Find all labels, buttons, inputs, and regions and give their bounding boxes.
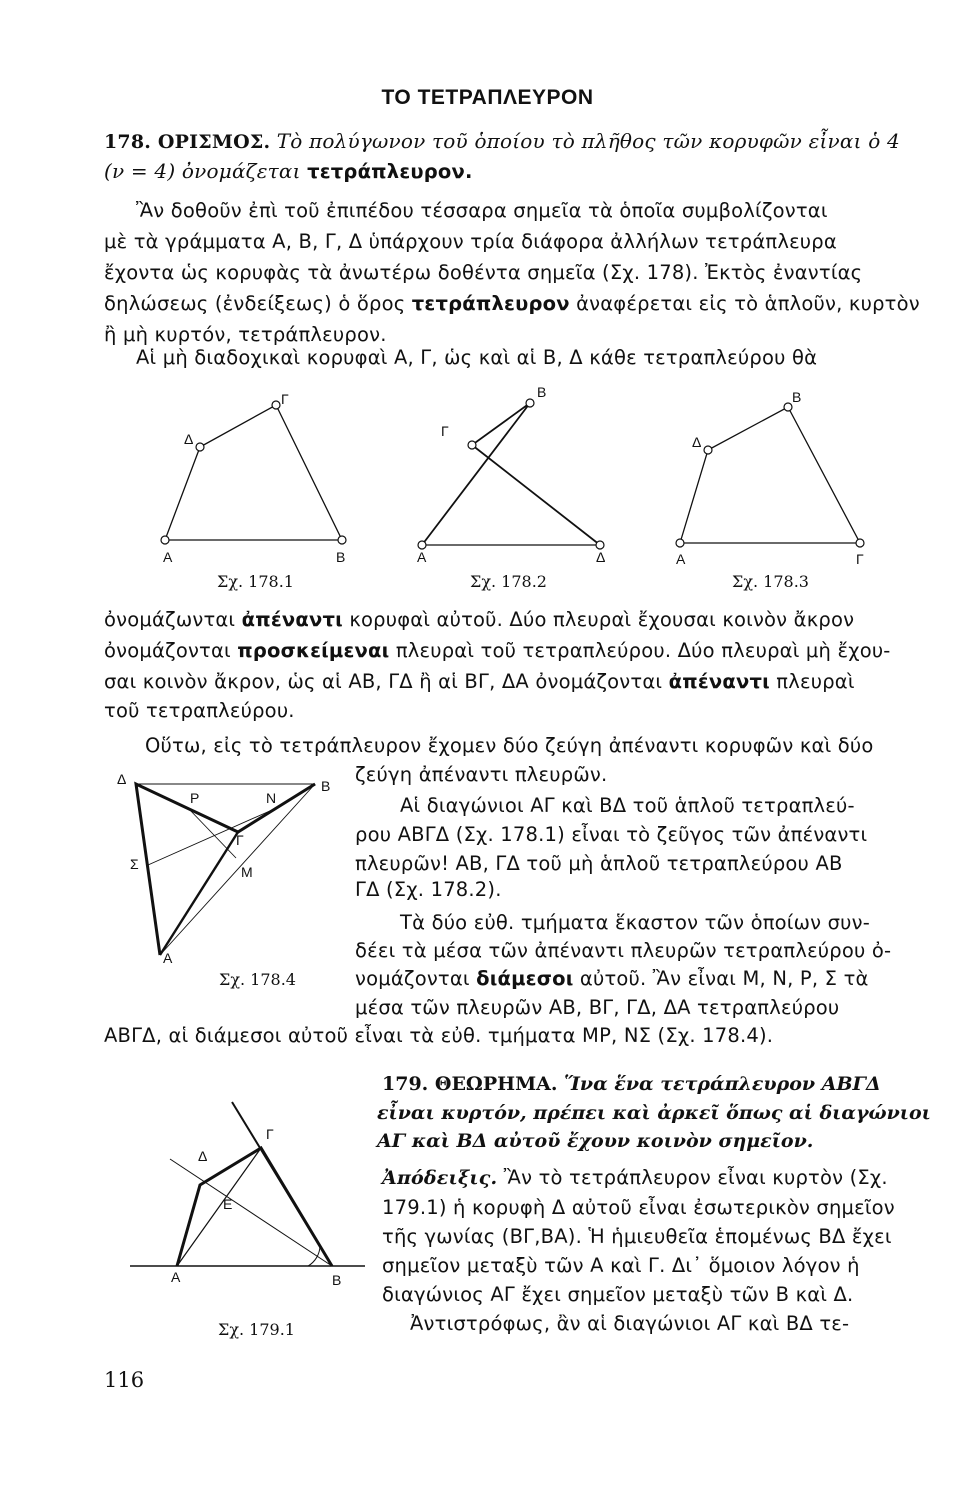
vertex-d: [704, 446, 712, 454]
quadrilateral-178-4-sides: [136, 784, 315, 955]
term-medians: διάμεσοι: [476, 967, 574, 990]
label-a: Α: [163, 950, 173, 966]
quadrilateral-178-1: [165, 405, 342, 540]
definition-text: Τὸ πολύγωνον τοῦ ὁποίου τὸ πλῆθος τῶν κορυφῶν εἶναι ὁ 4: [276, 129, 900, 153]
vertex-g: [468, 441, 476, 449]
para3-line-1: Οὕτω, εἰς τὸ τετράπλευρον ἔχομεν δύο ζεύγη ἀπέναντι κορυφῶν καὶ δύο: [145, 734, 874, 757]
proof-line-4: σημεῖον μεταξὺ τῶν Α καὶ Γ. Δι᾽ ὅμοιον λόγον ἡ: [382, 1254, 860, 1277]
diagonal-ag: [177, 1148, 261, 1266]
para1-line-6: Αἱ μὴ διαδοχικαὶ κορυφαὶ Α, Γ, ὡς καὶ αἱ Β, Δ κάθε τετραπλεύρου θὰ: [136, 346, 818, 369]
label-r: Ρ: [190, 790, 200, 806]
side-ab: [160, 832, 238, 955]
para2-line-4: τοῦ τετραπλεύρου.: [104, 699, 295, 722]
label-e: Ε: [223, 1196, 233, 1212]
label-d: Δ: [198, 1148, 208, 1164]
term-quadrilateral: τετράπλευρον.: [307, 160, 473, 183]
label-a: Α: [163, 549, 173, 565]
para5-line-2: δέει τὰ μέσα τῶν ἀπέναντι πλευρῶν τετραπλεύρου ὀ-: [355, 939, 892, 962]
vertex-a: [418, 541, 426, 549]
label-g: Γ: [266, 1126, 274, 1142]
label-g: Γ: [281, 391, 289, 407]
label-a: Α: [171, 1269, 181, 1285]
para4-line-3: πλευρῶν! ΑΒ, ΓΔ τοῦ μὴ ἁπλοῦ τετραπλεύρου ΑΒ: [355, 852, 843, 875]
definition-line-2: (ν = 4) ὀνομάζεται τετράπλευρον.: [104, 159, 473, 183]
label-a: Α: [676, 551, 686, 567]
angle-arc: [308, 1246, 320, 1266]
diagonal-ab: [160, 784, 315, 955]
label-b: Β: [321, 778, 331, 794]
para3-line-2: ζεύγη ἀπέναντι πλευρῶν.: [355, 763, 608, 786]
para5-line-3: νομάζονται διάμεσοι αὐτοῦ. Ἂν εἶναι Μ, Ν, Ρ, Σ τὰ: [355, 967, 869, 990]
label-d: Δ: [596, 549, 606, 565]
figure-178-4: [110, 770, 330, 970]
caption-178-2: Σχ. 178.2: [470, 572, 547, 591]
para1-line-1: Ἂν δοθοῦν ἐπὶ τοῦ ἐπιπέδου τέσσαρα σημεῖα τὰ ὁποῖα συμβολίζονται: [136, 199, 828, 222]
para2-line-1: ὀνομάζωνται ἀπέναντι κορυφαὶ αὐτοῦ. Δύο πλευραὶ ἔχουσαι κοινὸν ἄκρον: [104, 608, 855, 631]
vertex-b: [526, 399, 534, 407]
page-number: 116: [104, 1368, 145, 1392]
label-g: Γ: [856, 551, 864, 567]
para2-line-2: ὀνομάζονται προσκείμεναι πλευραὶ τοῦ τετραπλεύρου. Δύο πλευραὶ μὴ ἔχου-: [104, 639, 891, 662]
para2-line-3: σαι κοινὸν ἄκρον, ὡς αἱ ΑΒ, ΓΔ ἢ αἱ ΒΓ, ΔΑ ὀνομάζονται ἀπέναντι πλευραὶ: [104, 670, 855, 693]
para5-line-5: ΑΒΓΔ, αἱ διάμεσοι αὐτοῦ εἶναι τὰ εὐθ. τμήματα ΜΡ, ΝΣ (Σχ. 178.4).: [104, 1024, 774, 1047]
label-b: Β: [336, 549, 346, 565]
definition-line-1: [104, 126, 954, 157]
vertex-g: [272, 401, 280, 409]
vertex-d: [196, 443, 204, 451]
vertex-a: [161, 536, 169, 544]
para5-line-1: Τὰ δύο εὐθ. τμήματα ἕκαστον τῶν ὁποίων συν-: [400, 911, 870, 934]
label-d: Δ: [117, 771, 127, 787]
label-s: Σ: [130, 856, 139, 872]
figure-178-2: [418, 399, 604, 549]
vertex-b: [784, 403, 792, 411]
caption-179-1: Σχ. 179.1: [218, 1320, 295, 1339]
para1-line-2: μὲ τὰ γράμματα Α, Β, Γ, Δ ὑπάρχουν τρία διάφορα ἀλλήλων τετράπλευρα: [104, 230, 837, 253]
theorem-line-3: ΑΓ καὶ ΒΔ αὐτοῦ ἔχουν κοινὸν σημεῖον.: [377, 1130, 814, 1152]
proof-line-6: Ἀντιστρόφως, ἂν αἱ διαγώνιοι ΑΓ καὶ ΒΔ τε-: [410, 1312, 850, 1335]
vertex-a: [676, 539, 684, 547]
para1-line-3: ἔχοντα ὡς κορυφὰς τὰ ἀνωτέρω δοθέντα σημεῖα (Σχ. 178). Ἐκτὸς ἐναντίας: [104, 261, 863, 284]
theorem-line-2: εἶναι κυρτόν, πρέπει καὶ ἀρκεῖ ὅπως αἱ διαγώνιοι: [377, 1102, 931, 1124]
para1-line-4: δηλώσεως (ἐνδείξεως) ὁ ὅρος τετράπλευρον ἀναφέρεται εἰς τὸ ἁπλοῦν, κυρτὸν: [104, 292, 920, 315]
diagonal-bd: [170, 1159, 332, 1266]
para4-line-2: ρου ΑΒΓΔ (Σχ. 178.1) εἶναι τὸ ζεῦγος τῶν ἀπέναντι: [355, 823, 868, 846]
label-d: Δ: [184, 431, 194, 447]
para5-line-4: μέσα τῶν πλευρῶν ΑΒ, ΒΓ, ΓΔ, ΔΑ τετραπλεύρου: [355, 996, 840, 1019]
figure-178-1: [161, 401, 346, 544]
label-b: Β: [332, 1272, 342, 1288]
caption-178-4: Σχ. 178.4: [219, 970, 296, 989]
label-a: Α: [417, 549, 427, 565]
proof-label: Ἀπόδειξις.: [382, 1167, 498, 1189]
median-rm: [188, 808, 236, 858]
page-title: ΤΟ ΤΕΤΡΑΠΛΕΥΡΟΝ: [381, 86, 594, 109]
para4-line-4: ΓΔ (Σχ. 178.2).: [355, 878, 502, 901]
para1-line-5: ἢ μὴ κυρτόν, τετράπλευρον.: [104, 323, 387, 346]
label-n: Ν: [266, 790, 277, 806]
label-g: Γ: [441, 423, 449, 439]
proof-line-3: τῆς γωνίας (ΒΓ,ΒΑ). Ἡ ἡμιευθεῖα ἑπομένως ΒΔ ἔχει: [382, 1225, 892, 1248]
vertex-d: [596, 541, 604, 549]
caption-178-1: Σχ. 178.1: [217, 572, 294, 591]
vertex-g: [856, 539, 864, 547]
label-b: Β: [792, 389, 802, 405]
label-b: Β: [537, 384, 547, 400]
label-m: Μ: [241, 864, 253, 880]
quadrilateral-179-1: [177, 1148, 332, 1266]
side-bg: [238, 784, 315, 832]
label-d: Δ: [692, 434, 702, 450]
quadrilateral-178-3: [680, 407, 860, 543]
vertex-b: [338, 536, 346, 544]
para4-line-1: Αἱ διαγώνιοι ΑΓ καὶ ΒΔ τοῦ ἁπλοῦ τετραπλεύ-: [400, 794, 855, 817]
figure-179-1: [130, 1095, 370, 1285]
proof-line-5: διαγώνιος ΑΓ ἔχει σημεῖον μεταξὺ τῶν Β καὶ Δ.: [382, 1283, 854, 1306]
figures-178-row: [150, 385, 870, 570]
label-g: Γ: [236, 832, 244, 848]
theorem-line-1: 179. ΘΕΩΡΗΜΑ. Ἵνα ἕνα τετράπλευρον ΑΒΓΔ: [382, 1073, 881, 1095]
proof-line-2: 179.1) ἡ κορυφὴ Δ αὐτοῦ εἶναι ἐσωτερικὸν σημεῖον: [382, 1196, 895, 1219]
term-bold: τετράπλευρον: [411, 292, 570, 315]
proof-line-1: Ἀπόδειξις. Ἂν τὸ τετράπλευρον εἶναι κυρτὸν (Σχ.: [382, 1166, 888, 1189]
caption-178-3: Σχ. 178.3: [732, 572, 809, 591]
theorem-number: 179. ΘΕΩΡΗΜΑ.: [382, 1073, 558, 1095]
definition-number: 178. ΟΡΙΣΜΟΣ.: [104, 131, 271, 153]
figure-178-3: [676, 403, 864, 547]
